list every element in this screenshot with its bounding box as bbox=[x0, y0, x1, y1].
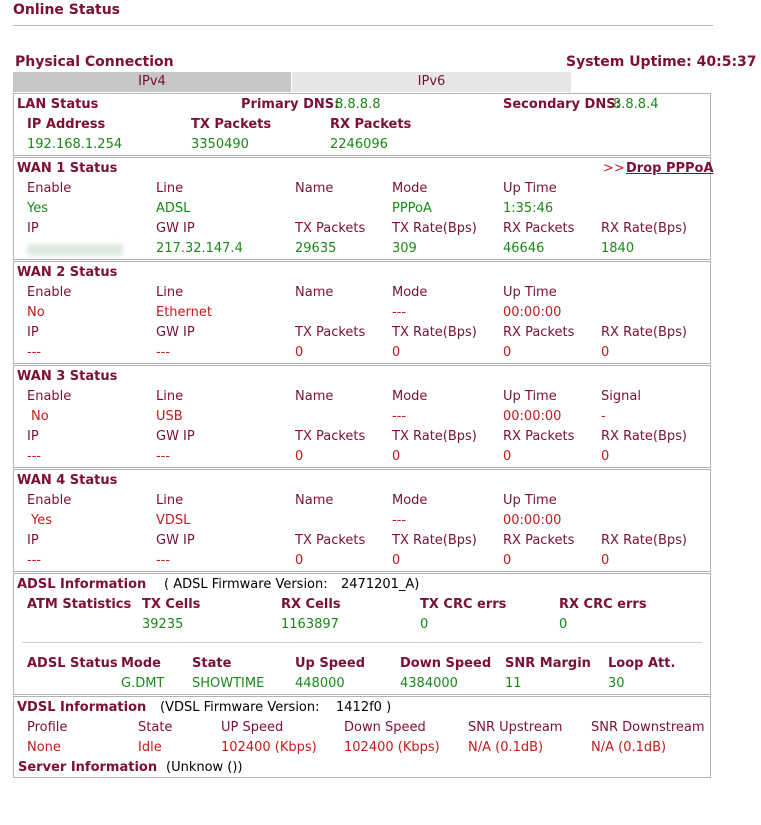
wan3-gwip-value: --- bbox=[156, 449, 171, 464]
lan-status-title: LAN Status bbox=[17, 97, 99, 112]
vdsl-profile-header: Profile bbox=[27, 720, 68, 735]
wan3-txrate-header: TX Rate(Bps) bbox=[392, 429, 477, 444]
wan1-rxpackets-value: 46646 bbox=[503, 241, 545, 256]
adsl-loopatt-value: 30 bbox=[608, 676, 625, 691]
vdsl-snrupstream-value: N/A (0.1dB) bbox=[468, 740, 544, 755]
wan3-status-section bbox=[13, 365, 711, 468]
wan3-signal-value: - bbox=[601, 409, 606, 424]
wan2-enable-value: No bbox=[27, 305, 45, 320]
lan-tx-value: 3350490 bbox=[191, 137, 249, 152]
vdsl-firmware-label: (VDSL Firmware Version: bbox=[160, 700, 320, 715]
atm-txcrc-value: 0 bbox=[420, 617, 429, 632]
lan-ip-value: 192.168.1.254 bbox=[27, 137, 123, 152]
vdsl-upspeed-value: 102400 (Kbps) bbox=[221, 740, 317, 755]
adsl-loopatt-header: Loop Att. bbox=[608, 656, 676, 671]
wan2-status-section bbox=[13, 261, 711, 364]
vdsl-snrupstream-header: SNR Upstream bbox=[468, 720, 563, 735]
wan2-title: WAN 2 Status bbox=[17, 265, 118, 280]
wan1-name-header: Name bbox=[295, 181, 334, 196]
wan2-mode-value: --- bbox=[392, 305, 407, 320]
wan1-rxpackets-header: RX Packets bbox=[503, 221, 575, 236]
adsl-downspeed-header: Down Speed bbox=[400, 656, 492, 671]
wan1-gwip-header: GW IP bbox=[156, 221, 195, 236]
wan1-uptime-header: Up Time bbox=[503, 181, 557, 196]
wan3-gwip-header: GW IP bbox=[156, 429, 195, 444]
lan-ip-header: IP Address bbox=[27, 117, 106, 132]
adsl-mode-header: Mode bbox=[121, 656, 161, 671]
adsl-downspeed-value: 4384000 bbox=[400, 676, 458, 691]
atm-statistics-label: ATM Statistics bbox=[27, 597, 132, 612]
atm-txcells-header: TX Cells bbox=[142, 597, 201, 612]
wan3-title: WAN 3 Status bbox=[17, 369, 118, 384]
wan3-ip-header: IP bbox=[27, 429, 39, 444]
wan4-ip-value: --- bbox=[27, 553, 42, 568]
wan3-txpackets-value: 0 bbox=[295, 449, 304, 464]
uptime-label: System Uptime: bbox=[566, 54, 692, 70]
wan4-txpackets-value: 0 bbox=[295, 553, 304, 568]
wan4-name-header: Name bbox=[295, 493, 334, 508]
wan2-txpackets-value: 0 bbox=[295, 345, 304, 360]
adsl-information-section bbox=[13, 573, 711, 695]
wan2-rxrate-value: 0 bbox=[601, 345, 610, 360]
wan2-uptime-header: Up Time bbox=[503, 285, 557, 300]
wan4-rxpackets-header: RX Packets bbox=[503, 533, 575, 548]
system-uptime bbox=[566, 54, 757, 70]
wan1-title: WAN 1 Status bbox=[17, 161, 118, 176]
wan3-txrate-value: 0 bbox=[392, 449, 401, 464]
vdsl-upspeed-header: UP Speed bbox=[221, 720, 284, 735]
adsl-divider bbox=[22, 642, 702, 643]
wan3-line-value: USB bbox=[156, 409, 183, 424]
wan3-enable-header: Enable bbox=[27, 389, 72, 404]
wan1-txpackets-header: TX Packets bbox=[295, 221, 366, 236]
wan4-title: WAN 4 Status bbox=[17, 473, 118, 488]
adsl-snrmargin-value: 11 bbox=[505, 676, 522, 691]
wan4-status-section bbox=[13, 469, 711, 572]
vdsl-state-value: Idle bbox=[138, 740, 162, 755]
vdsl-information-section bbox=[13, 696, 711, 778]
wan3-uptime-value: 00:00:00 bbox=[503, 409, 562, 424]
wan4-mode-header: Mode bbox=[392, 493, 428, 508]
vdsl-profile-value: None bbox=[27, 740, 61, 755]
atm-txcrc-header: TX CRC errs bbox=[420, 597, 507, 612]
wan1-enable-header: Enable bbox=[27, 181, 72, 196]
tab-ipv4[interactable]: IPv4 bbox=[13, 72, 291, 92]
drop-pppoa-link[interactable]: Drop PPPoA bbox=[626, 161, 714, 176]
wan4-uptime-value: 00:00:00 bbox=[503, 513, 562, 528]
server-information-value: (Unknow ()) bbox=[166, 760, 243, 775]
wan4-line-header: Line bbox=[156, 493, 184, 508]
uptime-value: 40:5:37 bbox=[696, 54, 757, 70]
wan3-name-header: Name bbox=[295, 389, 334, 404]
wan2-ip-header: IP bbox=[27, 325, 39, 340]
wan4-enable-header: Enable bbox=[27, 493, 72, 508]
wan3-uptime-header: Up Time bbox=[503, 389, 557, 404]
wan1-gwip-value: 217.32.147.4 bbox=[156, 241, 243, 256]
wan2-line-header: Line bbox=[156, 285, 184, 300]
wan1-line-value: ADSL bbox=[156, 201, 191, 216]
vdsl-state-header: State bbox=[138, 720, 173, 735]
wan3-ip-value: --- bbox=[27, 449, 42, 464]
wan2-gwip-value: --- bbox=[156, 345, 171, 360]
adsl-status-label: ADSL Status bbox=[27, 656, 118, 671]
wan3-mode-header: Mode bbox=[392, 389, 428, 404]
secondary-dns-label: Secondary DNS: bbox=[503, 97, 621, 112]
adsl-state-value: SHOWTIME bbox=[192, 676, 265, 691]
vdsl-downspeed-value: 102400 (Kbps) bbox=[344, 740, 440, 755]
adsl-snrmargin-header: SNR Margin bbox=[505, 656, 591, 671]
adsl-upspeed-value: 448000 bbox=[295, 676, 345, 691]
adsl-state-header: State bbox=[192, 656, 232, 671]
title-divider bbox=[13, 25, 713, 26]
wan4-enable-value: Yes bbox=[31, 513, 52, 528]
wan3-signal-header: Signal bbox=[601, 389, 641, 404]
wan4-line-value: VDSL bbox=[156, 513, 191, 528]
wan4-gwip-value: --- bbox=[156, 553, 171, 568]
wan2-txrate-value: 0 bbox=[392, 345, 401, 360]
wan1-line-header: Line bbox=[156, 181, 184, 196]
atm-rxcrc-header: RX CRC errs bbox=[559, 597, 647, 612]
lan-rx-value: 2246096 bbox=[330, 137, 388, 152]
wan1-ip-value-redacted bbox=[27, 242, 123, 257]
wan1-txpackets-value: 29635 bbox=[295, 241, 337, 256]
drop-prefix: >> bbox=[603, 161, 625, 176]
wan3-rxpackets-header: RX Packets bbox=[503, 429, 575, 444]
tab-ipv6[interactable]: IPv6 bbox=[292, 72, 571, 92]
server-information-label: Server Information bbox=[18, 760, 158, 775]
vdsl-downspeed-header: Down Speed bbox=[344, 720, 426, 735]
primary-dns-value: 8.8.8.8 bbox=[335, 97, 381, 112]
wan4-mode-value: --- bbox=[392, 513, 407, 528]
lan-rx-header: RX Packets bbox=[330, 117, 412, 132]
adsl-mode-value: G.DMT bbox=[121, 676, 165, 691]
lan-status-section bbox=[13, 93, 711, 156]
wan2-rxrate-header: RX Rate(Bps) bbox=[601, 325, 687, 340]
wan2-gwip-header: GW IP bbox=[156, 325, 195, 340]
wan2-line-value: Ethernet bbox=[156, 305, 212, 320]
wan3-txpackets-header: TX Packets bbox=[295, 429, 366, 444]
wan2-txrate-header: TX Rate(Bps) bbox=[392, 325, 477, 340]
wan1-txrate-header: TX Rate(Bps) bbox=[392, 221, 477, 236]
vdsl-snrdownstream-value: N/A (0.1dB) bbox=[591, 740, 667, 755]
wan3-line-header: Line bbox=[156, 389, 184, 404]
wan4-gwip-header: GW IP bbox=[156, 533, 195, 548]
vdsl-snrdownstream-header: SNR Downstream bbox=[591, 720, 705, 735]
atm-txcells-value: 39235 bbox=[142, 617, 184, 632]
physical-connection-heading: Physical Connection bbox=[15, 54, 174, 70]
wan4-txrate-value: 0 bbox=[392, 553, 401, 568]
wan4-rxrate-value: 0 bbox=[601, 553, 610, 568]
wan2-uptime-value: 00:00:00 bbox=[503, 305, 562, 320]
wan3-rxpackets-value: 0 bbox=[503, 449, 512, 464]
wan2-txpackets-header: TX Packets bbox=[295, 325, 366, 340]
wan2-ip-value: --- bbox=[27, 345, 42, 360]
adsl-upspeed-header: Up Speed bbox=[295, 656, 365, 671]
wan4-txrate-header: TX Rate(Bps) bbox=[392, 533, 477, 548]
wan3-mode-value: --- bbox=[392, 409, 407, 424]
wan1-txrate-value: 309 bbox=[392, 241, 417, 256]
wan1-mode-value: PPPoA bbox=[392, 201, 432, 216]
vdsl-firmware-value: 1412f0 ) bbox=[336, 700, 392, 715]
vdsl-title: VDSL Information bbox=[17, 700, 147, 715]
wan2-enable-header: Enable bbox=[27, 285, 72, 300]
primary-dns-label: Primary DNS: bbox=[241, 97, 340, 112]
wan1-uptime-value: 1:35:46 bbox=[503, 201, 554, 216]
wan4-txpackets-header: TX Packets bbox=[295, 533, 366, 548]
wan2-rxpackets-header: RX Packets bbox=[503, 325, 575, 340]
wan2-rxpackets-value: 0 bbox=[503, 345, 512, 360]
wan4-rxrate-header: RX Rate(Bps) bbox=[601, 533, 687, 548]
wan3-rxrate-value: 0 bbox=[601, 449, 610, 464]
wan1-rxrate-header: RX Rate(Bps) bbox=[601, 221, 687, 236]
adsl-title: ADSL Information bbox=[17, 577, 147, 592]
wan4-uptime-header: Up Time bbox=[503, 493, 557, 508]
wan4-rxpackets-value: 0 bbox=[503, 553, 512, 568]
adsl-firmware-label: ( ADSL Firmware Version: bbox=[164, 577, 328, 592]
wan3-rxrate-header: RX Rate(Bps) bbox=[601, 429, 687, 444]
secondary-dns-value: 8.8.8.4 bbox=[613, 97, 659, 112]
atm-rxcrc-value: 0 bbox=[559, 617, 568, 632]
wan1-status-section bbox=[13, 157, 714, 260]
atm-rxcells-header: RX Cells bbox=[281, 597, 341, 612]
wan1-ip-header: IP bbox=[27, 221, 39, 236]
wan4-ip-header: IP bbox=[27, 533, 39, 548]
atm-rxcells-value: 1163897 bbox=[281, 617, 339, 632]
wan1-enable-value: Yes bbox=[27, 201, 48, 216]
wan1-mode-header: Mode bbox=[392, 181, 428, 196]
wan1-rxrate-value: 1840 bbox=[601, 241, 635, 256]
page-title: Online Status bbox=[13, 2, 121, 18]
wan2-name-header: Name bbox=[295, 285, 334, 300]
lan-tx-header: TX Packets bbox=[191, 117, 272, 132]
adsl-firmware-value: 2471201_A) bbox=[341, 577, 420, 592]
wan2-mode-header: Mode bbox=[392, 285, 428, 300]
wan3-enable-value: No bbox=[31, 409, 49, 424]
